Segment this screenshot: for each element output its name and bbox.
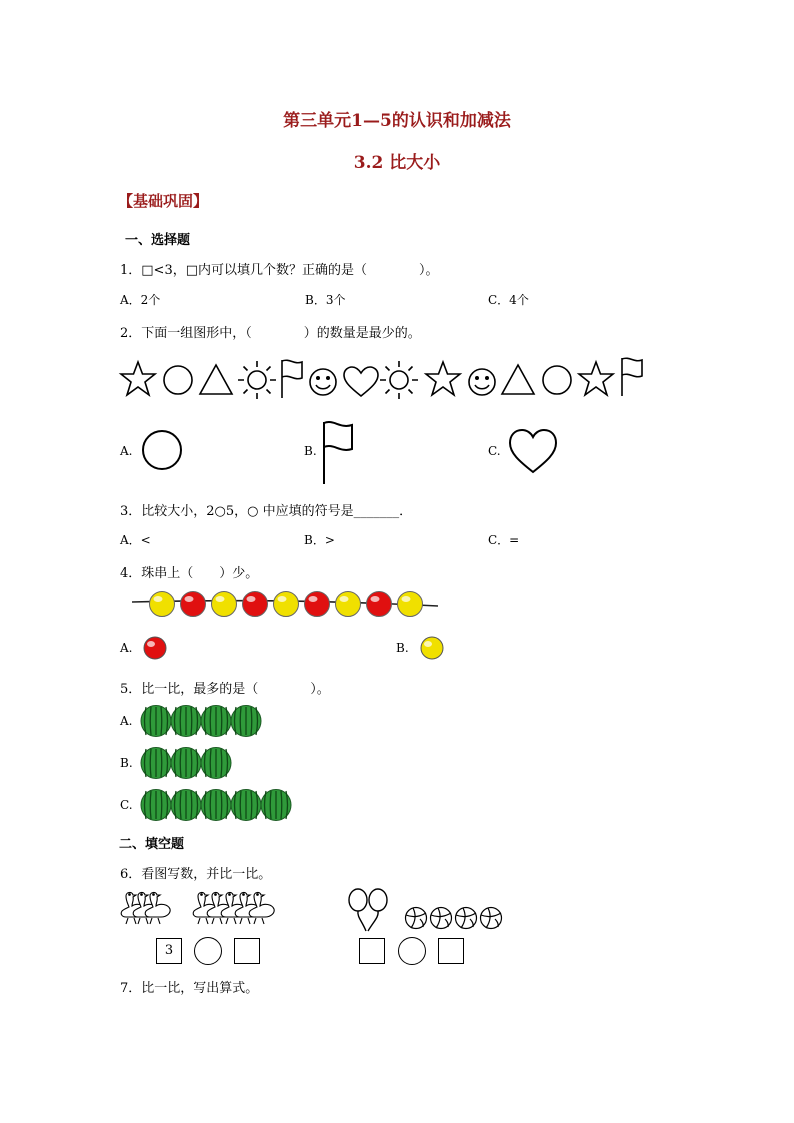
sun-icon (380, 361, 418, 399)
flag-icon (318, 420, 368, 486)
q2-option-a[interactable]: A. (120, 444, 133, 458)
volleyball-icon (431, 908, 452, 929)
red-bead (367, 592, 392, 617)
circle-icon (164, 366, 192, 394)
watermelon-icon (171, 706, 201, 737)
question-5: 5．比一比，最多的是（ ）。 (120, 682, 330, 697)
volleyball-icon (456, 908, 477, 929)
watermelon-icon (231, 790, 261, 821)
volleyball-icon (406, 908, 427, 929)
yellow-bead (150, 592, 175, 617)
q6-left-compare-circle[interactable] (194, 937, 222, 965)
yellow-bead (336, 592, 361, 617)
q6-left-number-box[interactable]: 3 (156, 938, 182, 964)
heart-icon (506, 426, 560, 476)
star-icon (426, 362, 460, 395)
question-2: 2．下面一组图形中，（ ）的数量是最少的。 (120, 326, 421, 341)
page-title: 第三单元1—5的认识和加减法 (283, 111, 511, 131)
q6-right-answer-box-1[interactable] (359, 938, 385, 964)
watermelon-icon (231, 706, 261, 737)
q5-option-b[interactable]: B. (120, 756, 133, 770)
sun-icon (238, 361, 276, 399)
red-bead-icon (142, 634, 170, 662)
question-7: 7．比一比，写出算式。 (120, 981, 259, 996)
triangle-icon (502, 365, 534, 394)
red-bead (243, 592, 268, 617)
yellow-bead-icon (419, 634, 447, 662)
watermelon-icon (141, 748, 171, 779)
volleyball-icon (481, 908, 502, 929)
star-icon (121, 362, 155, 395)
smiley-icon (469, 369, 495, 395)
q5-option-a[interactable]: A. (120, 714, 133, 728)
q1-option-b[interactable]: B．3个 (305, 293, 346, 307)
heart-icon (344, 367, 378, 396)
q2-shape-row (118, 356, 658, 402)
question-6: 6．看图写数，并比一比。 (120, 867, 272, 882)
watermelon-icon (141, 706, 171, 737)
watermelon-icon (201, 748, 231, 779)
question-3: 3．比较大小，2○5，○ 中应填的符号是_______． (120, 504, 413, 519)
red-bead (305, 592, 330, 617)
q5-option-c[interactable]: C. (120, 798, 133, 812)
watermelon-icon (201, 706, 231, 737)
flag-icon (282, 360, 302, 398)
q5-watermelons-a (140, 704, 300, 738)
flag-icon (622, 358, 642, 396)
circle-icon (140, 428, 186, 474)
circle-icon (543, 366, 571, 394)
question-1: 1．□<3，□内可以填几个数？正确的是（ ）。 (120, 263, 439, 278)
q3-option-c[interactable]: C．= (488, 533, 520, 547)
triangle-icon (200, 365, 232, 394)
q6-right-answer-box-2[interactable] (438, 938, 464, 964)
balloons-icon (345, 886, 395, 934)
q1-option-a[interactable]: A．2个 (120, 293, 161, 307)
section-label: 【基础巩固】 (118, 192, 209, 210)
q2-option-c[interactable]: C. (488, 444, 501, 458)
watermelon-icon (201, 790, 231, 821)
page-subtitle: 3.2 比大小 (353, 153, 441, 173)
q4-option-b[interactable]: B. (396, 641, 409, 655)
watermelon-icon (171, 790, 201, 821)
smiley-icon (310, 369, 336, 395)
q4-option-a[interactable]: A. (120, 641, 133, 655)
watermelon-icon (141, 790, 171, 821)
volleyballs-group (403, 905, 507, 931)
yellow-bead (274, 592, 299, 617)
watermelon-icon (261, 790, 291, 821)
watermelon-icon (171, 748, 201, 779)
q5-watermelons-c (140, 788, 300, 822)
q5-watermelons-b (140, 746, 300, 780)
question-4: 4．珠串上（ ）少。 (120, 566, 259, 581)
q3-option-b[interactable]: B．> (304, 533, 335, 547)
yellow-bead (398, 592, 423, 617)
bead-string (130, 588, 442, 622)
ducks-group (120, 888, 310, 932)
star-icon (579, 362, 613, 395)
q3-option-a[interactable]: A．< (120, 533, 151, 547)
yellow-bead (212, 592, 237, 617)
q2-option-b[interactable]: B. (304, 444, 317, 458)
part2-heading: 二、填空题 (119, 837, 185, 852)
red-bead (181, 592, 206, 617)
q6-left-answer-box[interactable] (234, 938, 260, 964)
q6-right-compare-circle[interactable] (398, 937, 426, 965)
q1-option-c[interactable]: C．4个 (488, 293, 529, 307)
part1-heading: 一、选择题 (125, 233, 191, 248)
